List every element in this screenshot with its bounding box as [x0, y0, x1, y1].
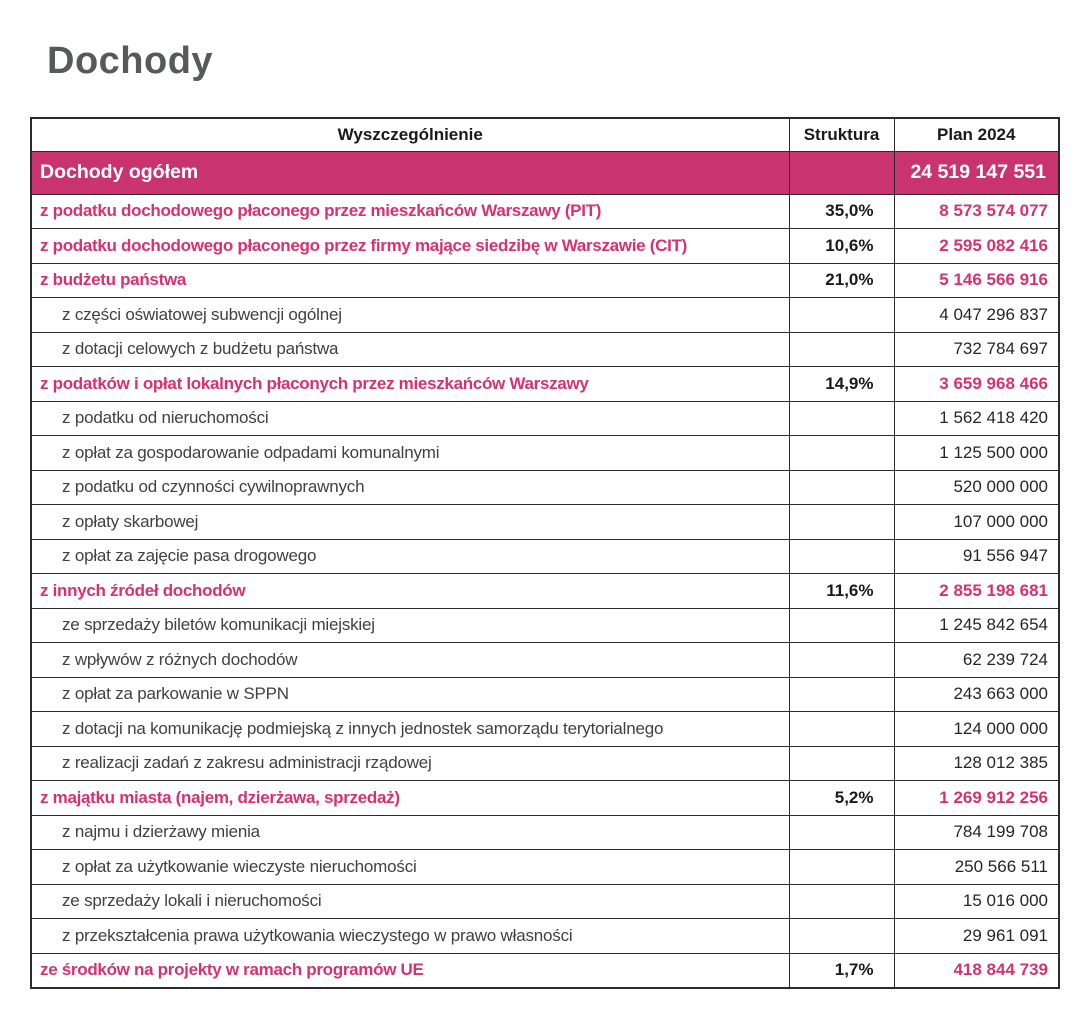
table-row — [31, 194, 1059, 229]
row-struktura — [789, 850, 894, 885]
row-struktura — [789, 332, 894, 367]
row-struktura — [789, 746, 894, 781]
row-struktura — [789, 919, 894, 954]
table-row — [31, 574, 1059, 609]
row-plan: 107 000 000 — [894, 505, 1059, 540]
row-struktura — [789, 677, 894, 712]
row-plan: 2 855 198 681 — [894, 574, 1059, 609]
row-struktura — [789, 884, 894, 919]
table-row — [31, 263, 1059, 298]
row-plan: 15 016 000 — [894, 884, 1059, 919]
row-label: z najmu i dzierżawy mienia — [31, 815, 789, 850]
row-struktura — [789, 643, 894, 678]
table-row — [31, 539, 1059, 574]
row-plan: 243 663 000 — [894, 677, 1059, 712]
row-plan: 418 844 739 — [894, 953, 1059, 988]
row-label: z majątku miasta (najem, dzierżawa, sprzedaż) — [31, 781, 789, 816]
table-body — [31, 151, 1059, 988]
table-row — [31, 884, 1059, 919]
table-row — [31, 781, 1059, 816]
row-label: z podatków i opłat lokalnych płaconych przez mieszkańców Warszawy — [31, 367, 789, 402]
row-label: z podatku od czynności cywilnoprawnych — [31, 470, 789, 505]
table-row — [31, 505, 1059, 540]
row-label: z realizacji zadań z zakresu administracji rządowej — [31, 746, 789, 781]
row-plan: 1 269 912 256 — [894, 781, 1059, 816]
row-struktura: 21,0% — [789, 263, 894, 298]
row-struktura: 1,7% — [789, 953, 894, 988]
row-label: z dotacji na komunikację podmiejską z innych jednostek samorządu terytorialnego — [31, 712, 789, 747]
row-label: z opłat za zajęcie pasa drogowego — [31, 539, 789, 574]
table-row — [31, 470, 1059, 505]
row-plan: 124 000 000 — [894, 712, 1059, 747]
row-plan: 1 245 842 654 — [894, 608, 1059, 643]
column-header-plan-2024: Plan 2024 — [894, 118, 1059, 151]
row-plan: 8 573 574 077 — [894, 194, 1059, 229]
header-row — [31, 118, 1059, 151]
row-plan: 128 012 385 — [894, 746, 1059, 781]
row-label: z części oświatowej subwencji ogólnej — [31, 298, 789, 333]
row-plan: 784 199 708 — [894, 815, 1059, 850]
total-row-label: Dochody ogółem — [31, 151, 789, 194]
row-label: ze sprzedaży biletów komunikacji miejskiej — [31, 608, 789, 643]
row-label: z opłat za parkowanie w SPPN — [31, 677, 789, 712]
row-plan: 732 784 697 — [894, 332, 1059, 367]
table-row — [31, 436, 1059, 471]
total-row-plan: 24 519 147 551 — [894, 151, 1059, 194]
table-row — [31, 746, 1059, 781]
row-plan: 1 125 500 000 — [894, 436, 1059, 471]
row-struktura: 5,2% — [789, 781, 894, 816]
table-row — [31, 919, 1059, 954]
row-struktura — [789, 401, 894, 436]
column-header-struktura: Struktura — [789, 118, 894, 151]
page-title: Dochody — [47, 40, 214, 82]
row-struktura — [789, 298, 894, 333]
row-label: ze sprzedaży lokali i nieruchomości — [31, 884, 789, 919]
row-struktura — [789, 539, 894, 574]
row-label: z budżetu państwa — [31, 263, 789, 298]
table-row — [31, 815, 1059, 850]
row-plan: 4 047 296 837 — [894, 298, 1059, 333]
table-row — [31, 298, 1059, 333]
row-plan: 3 659 968 466 — [894, 367, 1059, 402]
row-plan: 5 146 566 916 — [894, 263, 1059, 298]
row-plan: 520 000 000 — [894, 470, 1059, 505]
table-row — [31, 850, 1059, 885]
row-label: z podatku od nieruchomości — [31, 401, 789, 436]
row-plan: 91 556 947 — [894, 539, 1059, 574]
row-struktura — [789, 815, 894, 850]
row-plan: 250 566 511 — [894, 850, 1059, 885]
row-label: z podatku dochodowego płaconego przez firmy mające siedzibę w Warszawie (CIT) — [31, 229, 789, 264]
row-struktura — [789, 608, 894, 643]
row-struktura: 11,6% — [789, 574, 894, 609]
row-struktura: 14,9% — [789, 367, 894, 402]
row-struktura: 35,0% — [789, 194, 894, 229]
row-label: z innych źródeł dochodów — [31, 574, 789, 609]
row-label: ze środków na projekty w ramach programów UE — [31, 953, 789, 988]
table-row — [31, 608, 1059, 643]
row-label: z opłaty skarbowej — [31, 505, 789, 540]
row-struktura — [789, 436, 894, 471]
row-struktura — [789, 505, 894, 540]
row-struktura — [789, 712, 894, 747]
row-label: z opłat za gospodarowanie odpadami komunalnymi — [31, 436, 789, 471]
column-header-wyszczegolnienie: Wyszczególnienie — [31, 118, 789, 151]
row-struktura — [789, 470, 894, 505]
row-plan: 2 595 082 416 — [894, 229, 1059, 264]
row-label: z podatku dochodowego płaconego przez mieszkańców Warszawy (PIT) — [31, 194, 789, 229]
row-label: z opłat za użytkowanie wieczyste nieruchomości — [31, 850, 789, 885]
row-label: z wpływów z różnych dochodów — [31, 643, 789, 678]
table-row — [31, 953, 1059, 988]
total-row — [31, 151, 1059, 194]
row-plan: 62 239 724 — [894, 643, 1059, 678]
table-row — [31, 712, 1059, 747]
total-row-struktura — [789, 151, 894, 194]
row-plan: 29 961 091 — [894, 919, 1059, 954]
table-row — [31, 367, 1059, 402]
table-row — [31, 643, 1059, 678]
table-row — [31, 332, 1059, 367]
table-row — [31, 677, 1059, 712]
row-label: z dotacji celowych z budżetu państwa — [31, 332, 789, 367]
table-row — [31, 229, 1059, 264]
table-row — [31, 401, 1059, 436]
revenue-table — [30, 117, 1060, 989]
row-plan: 1 562 418 420 — [894, 401, 1059, 436]
row-label: z przekształcenia prawa użytkowania wieczystego w prawo własności — [31, 919, 789, 954]
row-struktura: 10,6% — [789, 229, 894, 264]
